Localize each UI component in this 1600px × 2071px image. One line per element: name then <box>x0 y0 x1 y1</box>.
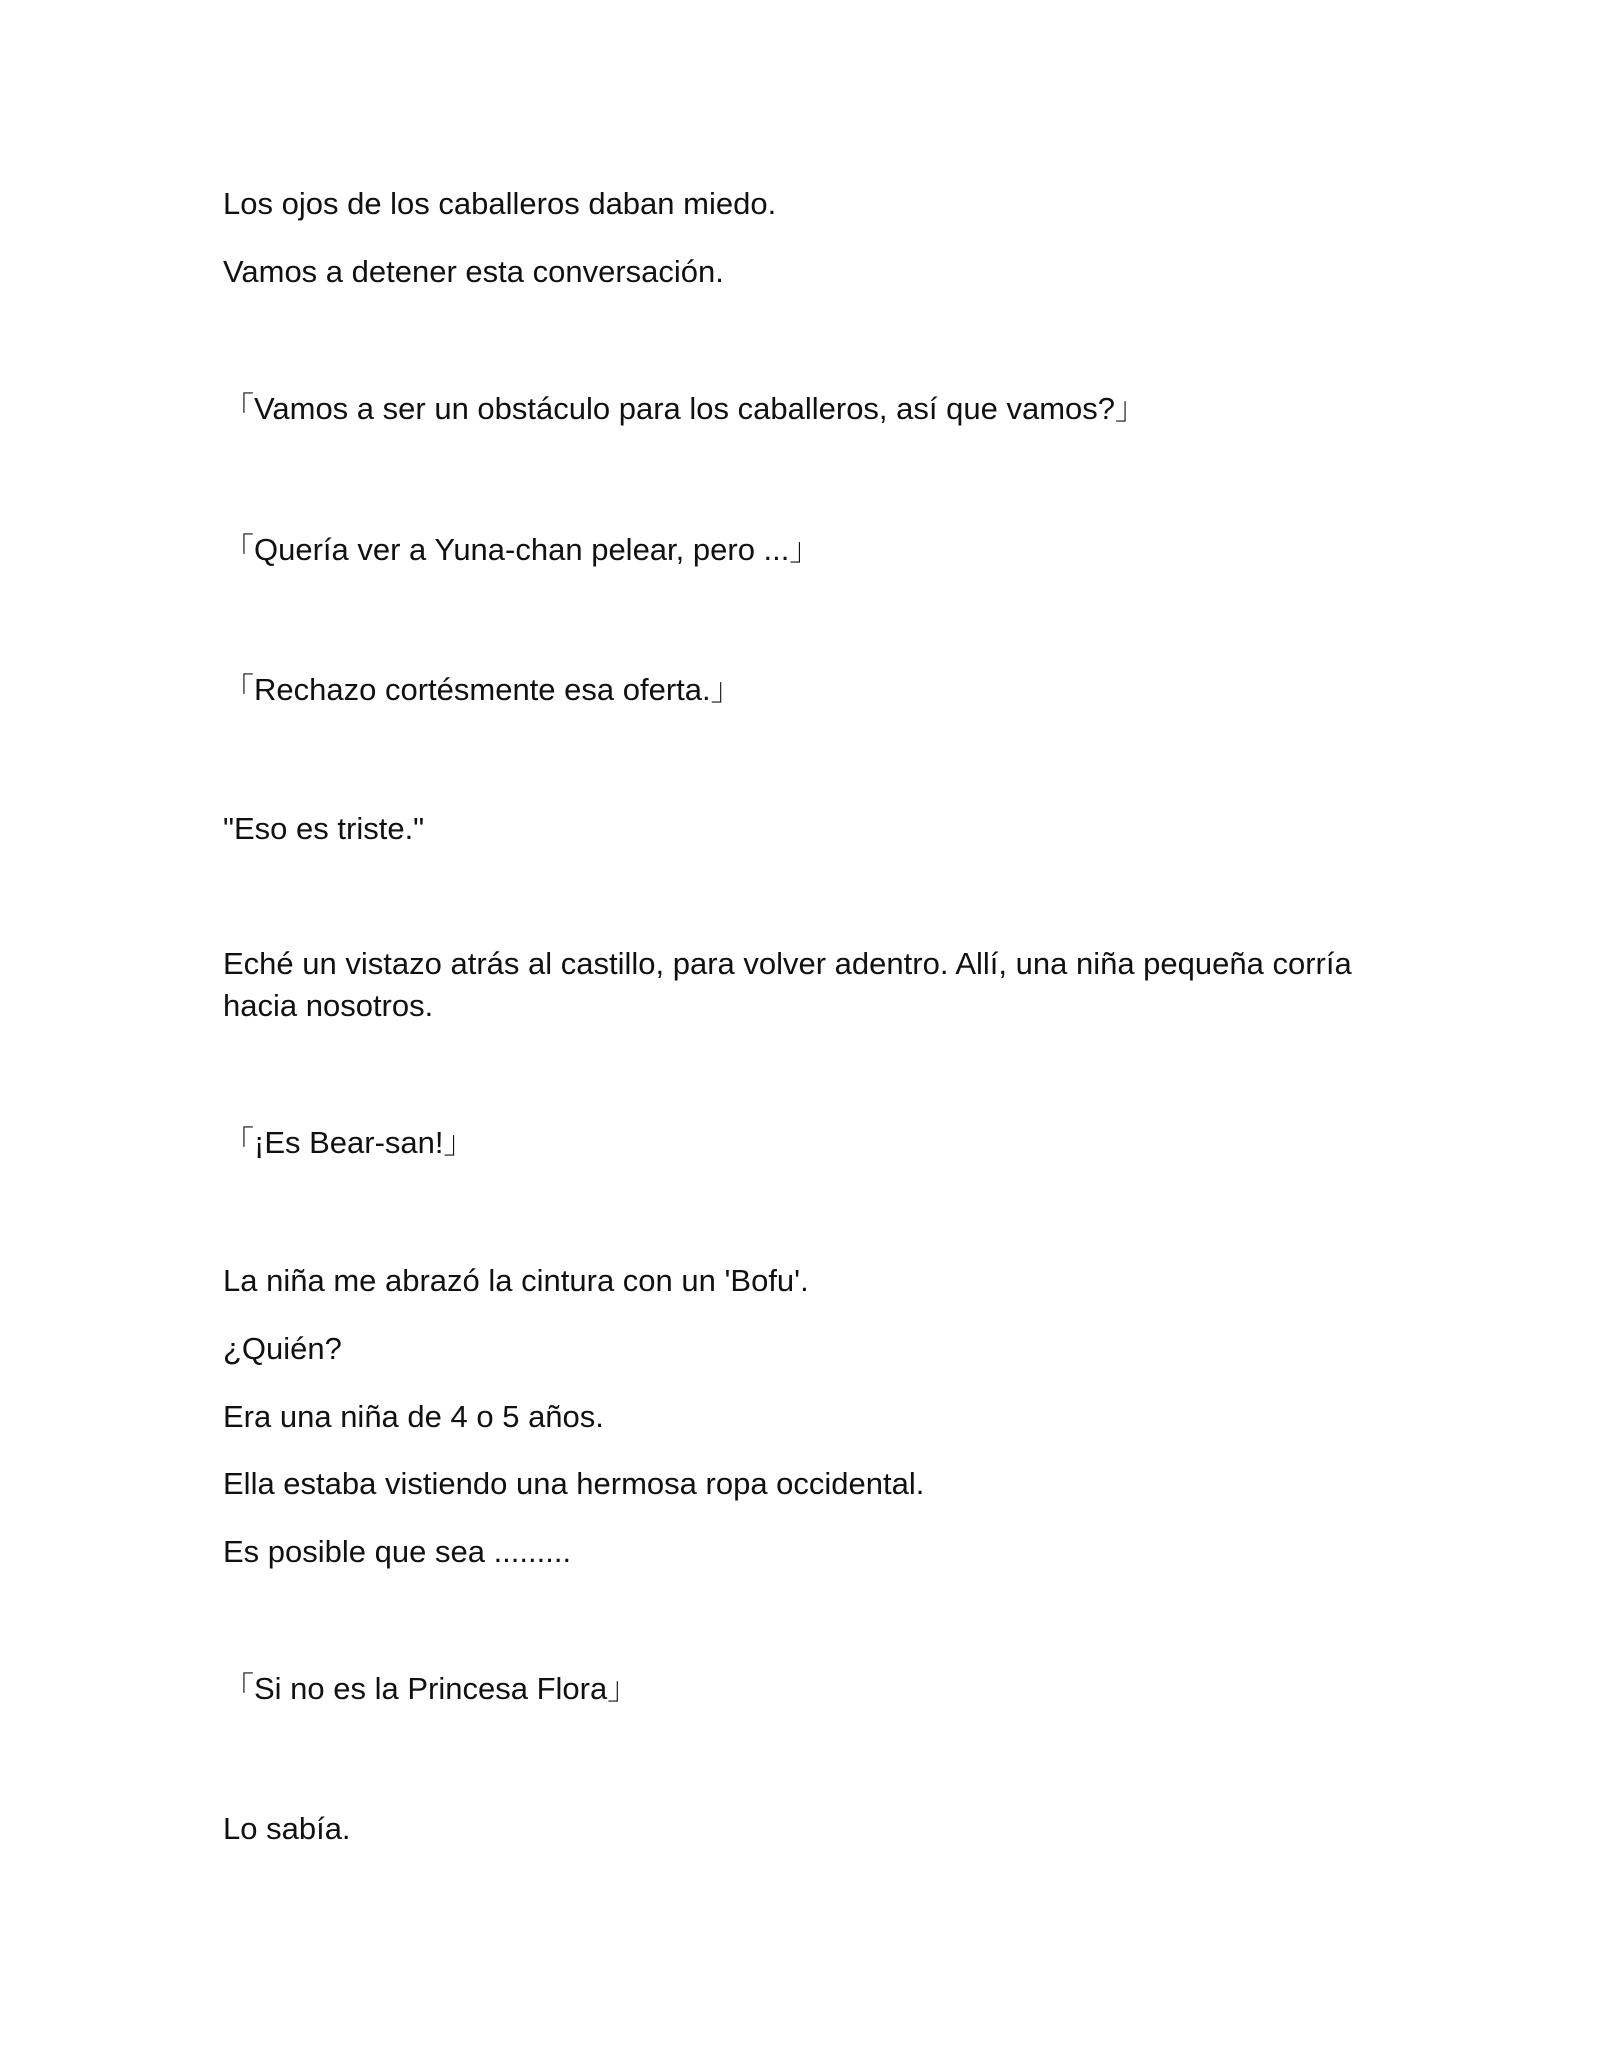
paragraph-6: ¿Quién? <box>223 1331 342 1366</box>
paragraph-10: Lo sabía. <box>223 1811 351 1846</box>
paragraph-1: Los ojos de los caballeros daban miedo. <box>223 186 777 221</box>
paragraph-8: Ella estaba vistiendo una hermosa ropa occidental. <box>223 1466 925 1501</box>
dialogue-1: 「Vamos a ser un obstáculo para los caballeros, así que vamos?」 <box>223 391 1147 426</box>
dialogue-3: 「Rechazo cortésmente esa oferta.」 <box>223 672 742 707</box>
paragraph-7: Era una niña de 4 o 5 años. <box>223 1399 604 1434</box>
dialogue-2: 「Quería ver a Yuna-chan pelear, pero ...」 <box>223 532 821 567</box>
paragraph-2: Vamos a detener esta conversación. <box>223 254 724 289</box>
paragraph-4: Eché un vistazo atrás al castillo, para volver adentro. Allí, una niña pequeña corría hacia nosotros. <box>223 946 1352 1023</box>
dialogue-4: 「¡Es Bear-san!」 <box>223 1125 475 1160</box>
paragraph-9: Es posible que sea ......... <box>223 1534 572 1569</box>
paragraph-5: La niña me abrazó la cintura con un 'Bofu'. <box>223 1263 809 1298</box>
paragraph-3: "Eso es triste." <box>223 811 425 846</box>
dialogue-5: 「Si no es la Princesa Flora」 <box>223 1671 639 1706</box>
